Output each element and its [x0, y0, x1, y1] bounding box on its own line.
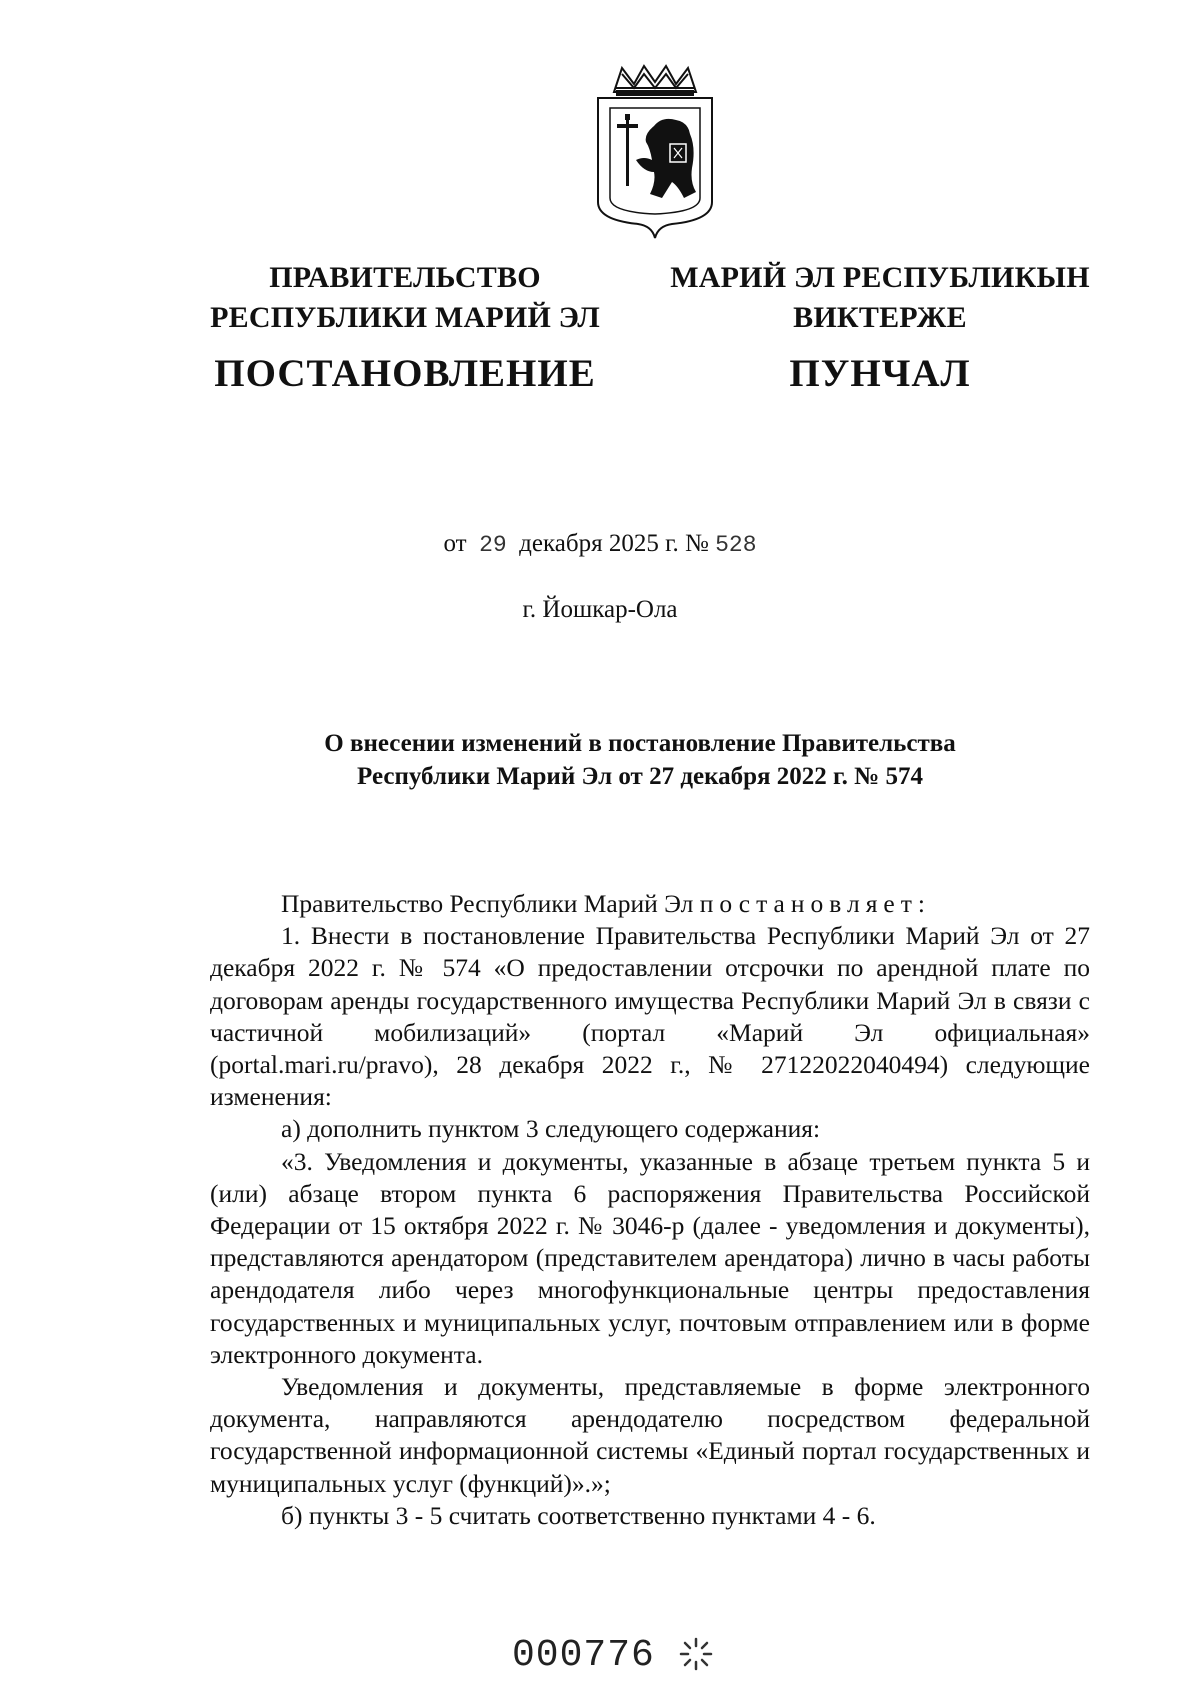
document-title: [200, 727, 1080, 793]
document-body: [210, 888, 1090, 1532]
paragraph-5: б) пункты 3 - 5 считать соответственно пунктами 4 - 6.: [281, 1500, 876, 1530]
paragraph-4: Уведомления и документы, представляемые в форме электронного документа, направляются арендодателю посредством федеральной государственной информационной системы «Единый портал государственных и муниципальных услуг (функций)».»;: [210, 1372, 1090, 1498]
date-prefix: от: [443, 530, 467, 557]
org-name-ru-line1: ПРАВИТЕЛЬСТВО: [269, 261, 541, 294]
org-name-mari-line2: ВИКТЕРЖЕ: [793, 301, 967, 334]
title-line1: О внесении изменений в постановление Правительства: [324, 730, 956, 757]
doc-type-ru: ПОСТАНОВЛЕНИЕ: [214, 352, 596, 395]
paragraph-2: а) дополнить пунктом 3 следующего содержания:: [281, 1114, 821, 1144]
paragraph-3: «3. Уведомления и документы, указанные в абзаце третьем пункта 5 и (или) абзаце втором пункта 6 распоряжения Правительства Российской Федерации от 15 октября 2022 г. № 3046-р (далее - уведомления и документы), представляются арендатором (представителем арендатора) лично в часы работы арендодателя либо через многофункциональные центры предоставления государственных и муниципальных услуг, почтовым отправлением или в форме электронного документа.: [210, 1146, 1090, 1369]
security-mark-icon: [676, 1634, 716, 1674]
doc-type-mari: ПУНЧАЛ: [789, 352, 971, 395]
document-date: [0, 530, 1200, 558]
org-name-mari-line1: МАРИЙ ЭЛ РЕСПУБЛИКЫН: [670, 261, 1090, 294]
date-month-year: декабря 2025 г. №: [519, 530, 709, 557]
paragraph-1: 1. Внести в постановление Правительства Республики Марий Эл от 27 декабря 2022 г. № 574 «О предоставлении отсрочки по арендной плате по договорам аренды государственного имущества Республики Марий Эл в связи с частичной мобилизаций» (портал «Марий Эл официальная» (portal.mari.ru/pravo), 28 декабря 2022 г., № 27122022040494) следующие изменения:: [210, 921, 1090, 1112]
header-right: [660, 258, 1100, 398]
serial-number: 000776: [512, 1634, 655, 1677]
document-number: 528: [715, 532, 757, 558]
header-left: [195, 258, 615, 398]
title-line2: Республики Марий Эл от 27 декабря 2022 г. № 574: [357, 763, 923, 790]
date-day: 29: [479, 532, 507, 558]
org-name-ru-line2: РЕСПУБЛИКИ МАРИЙ ЭЛ: [210, 301, 600, 334]
city: г. Йошкар-Ола: [522, 596, 678, 623]
decree-intro-text: Правительство Республики Марий Эл: [281, 889, 694, 918]
decree-intro: [210, 888, 1090, 920]
decree-word: постановляет:: [699, 889, 931, 918]
coat-of-arms-icon: [592, 64, 718, 240]
